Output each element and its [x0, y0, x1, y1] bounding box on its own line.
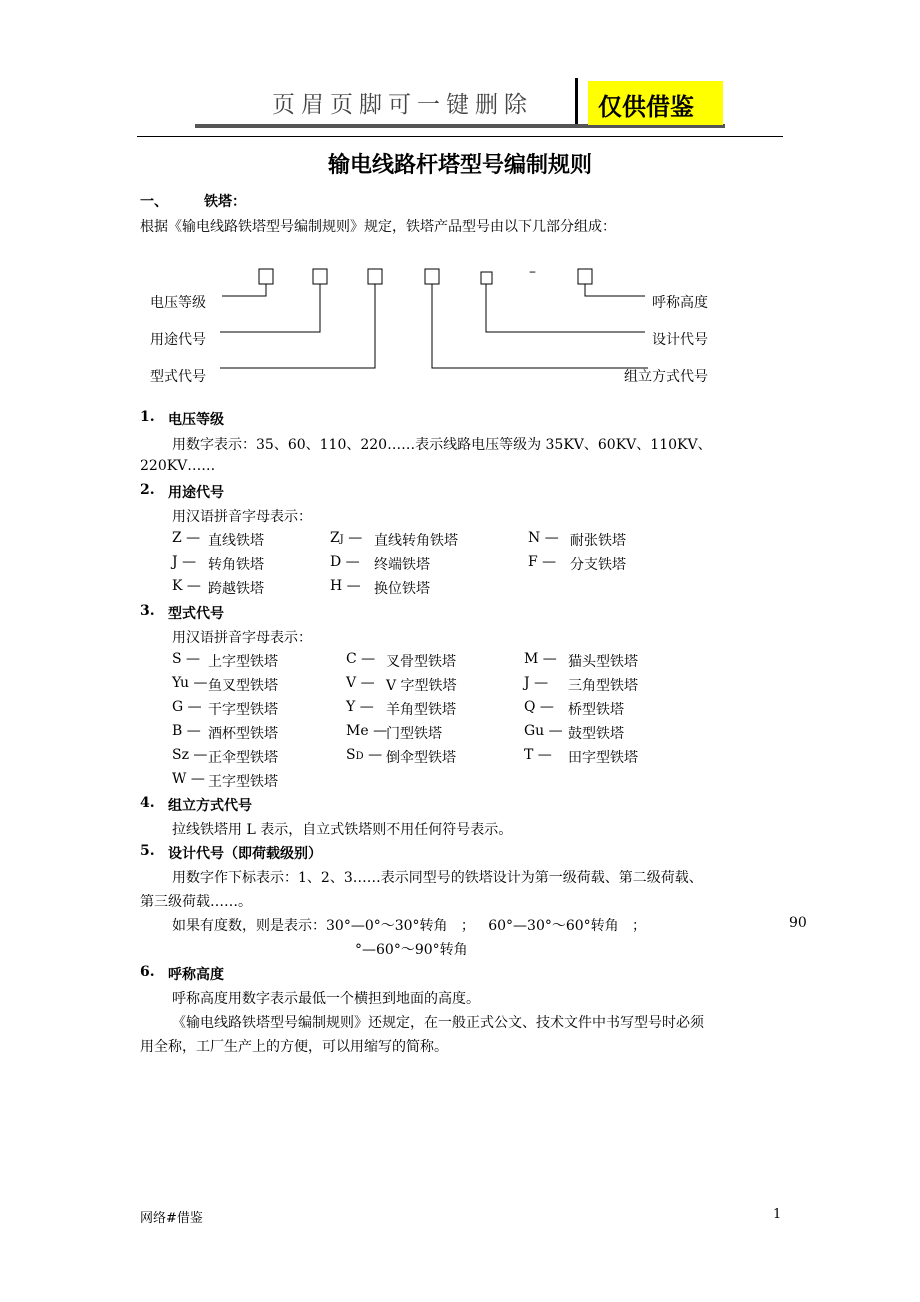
code-dash: —	[356, 651, 376, 667]
code-dash: —	[183, 699, 202, 715]
code-description: 倒伞型铁塔	[386, 750, 456, 766]
code-letter	[524, 723, 563, 739]
s5-number: 5.	[140, 843, 155, 859]
code-letter	[346, 747, 382, 763]
leader-height	[585, 284, 645, 296]
s6-line1: 呼称高度用数字表示最低一个横担到地面的高度。	[172, 991, 480, 1007]
code-letter	[330, 554, 360, 570]
page-number: 1	[773, 1207, 782, 1222]
s1-line2: 220KV……	[140, 458, 216, 474]
code-description: 酒杯型铁塔	[208, 726, 278, 742]
code-letter	[172, 530, 200, 546]
code-letter	[172, 699, 202, 715]
code-subscript: D	[355, 751, 364, 762]
intro-text: 根据《输电线路铁塔型号编制规则》规定，铁塔产品型号由以下几部分组成：	[140, 219, 616, 235]
s4-text: 拉线铁塔用 L 表示，自立式铁塔则不用任何符号表示。	[172, 822, 513, 838]
code-dash: —	[538, 651, 557, 667]
code-main: Sz	[172, 747, 189, 763]
code-letter	[330, 530, 362, 546]
label-voltage: 电压等级	[150, 295, 206, 311]
code-description: 换位铁塔	[374, 581, 430, 597]
code-description: 羊角型铁塔	[386, 702, 456, 718]
code-letter	[524, 651, 557, 667]
header-badge-label: 仅供借鉴	[598, 93, 694, 121]
code-dash: —	[540, 530, 559, 546]
code-main: J	[172, 554, 178, 570]
code-dash: —	[356, 675, 375, 691]
code-main: N	[528, 530, 541, 546]
code-dash: —	[181, 651, 201, 667]
s5-line3-tail: 90	[789, 915, 807, 931]
s3-number: 3.	[140, 603, 155, 619]
code-main: Q	[524, 699, 536, 715]
code-description: 王字型铁塔	[208, 774, 278, 790]
code-description: 转角铁塔	[208, 557, 264, 573]
code-box-voltage	[259, 269, 273, 284]
code-description: 跨越铁塔	[208, 581, 264, 597]
code-letter	[528, 530, 559, 546]
code-description: 正伞型铁塔	[208, 750, 278, 766]
code-main: M	[524, 651, 539, 667]
code-letter	[172, 578, 201, 594]
code-main: C	[346, 651, 357, 667]
code-dash: —	[533, 747, 552, 763]
code-dash: —	[342, 578, 361, 594]
s6-line2: 《输电线路铁塔型号编制规则》还规定，在一般正式公文、技术文件中书写型号时必须	[172, 1015, 704, 1031]
code-main: J	[524, 675, 530, 691]
page-title: 输电线路杆塔型号编制规则	[327, 153, 592, 178]
label-assembly: 组立方式代号	[624, 369, 708, 385]
code-letter	[172, 747, 207, 763]
code-main: Gu	[524, 723, 545, 739]
code-dash: —	[186, 771, 205, 787]
code-description: 上字型铁塔	[208, 654, 278, 670]
code-description: 鼓型铁塔	[568, 726, 624, 742]
code-main: S	[172, 651, 182, 667]
code-subscript: J	[339, 534, 344, 545]
code-dash: —	[343, 530, 363, 546]
code-main: V	[346, 675, 357, 691]
s6-line3: 用全称，工厂生产上的方便，可以用缩写的简称。	[140, 1039, 448, 1055]
leader-usage	[220, 284, 320, 332]
code-letter	[346, 699, 374, 715]
code-description: 耐张铁塔	[570, 533, 626, 549]
code-description: 三角型铁塔	[568, 678, 638, 694]
code-dash: —	[544, 723, 563, 739]
code-letter	[528, 554, 556, 570]
section-label: 铁塔：	[204, 194, 246, 210]
section-number: 一、	[140, 194, 168, 210]
s4-number: 4.	[140, 795, 155, 811]
code-letter	[330, 578, 361, 594]
code-letter	[172, 723, 201, 739]
code-description: 猫头型铁塔	[568, 654, 638, 670]
s5-line4: °—60°～90°转角	[355, 942, 468, 958]
code-dash: —	[355, 699, 374, 715]
code-dash: —	[529, 675, 549, 691]
code-dash: —	[537, 554, 557, 570]
s6-title: 呼称高度	[168, 967, 224, 983]
code-main: Z	[172, 530, 182, 546]
code-dash: —	[341, 554, 360, 570]
code-description: 鱼叉型铁塔	[208, 678, 278, 694]
code-main: Y	[346, 699, 356, 715]
code-box-type	[368, 269, 382, 284]
code-dash: —	[181, 530, 201, 546]
s2-intro: 用汉语拼音字母表示：	[172, 509, 312, 525]
code-description: 直线铁塔	[208, 533, 264, 549]
s5-line2: 第三级荷载……。	[140, 894, 252, 910]
code-dash: —	[363, 747, 383, 763]
s2-number: 2.	[140, 482, 155, 498]
label-height: 呼称高度	[652, 295, 708, 311]
label-usage: 用途代号	[150, 332, 206, 348]
code-dash: —	[182, 723, 201, 739]
code-letter	[524, 747, 552, 763]
label-design: 设计代号	[652, 332, 708, 348]
code-box-assembly	[425, 269, 439, 284]
code-description: 终端铁塔	[374, 557, 430, 573]
code-description: 干字型铁塔	[208, 702, 278, 718]
code-letter	[172, 675, 208, 691]
code-main: H	[330, 578, 343, 594]
code-main: S	[346, 747, 356, 763]
code-description: 田字型铁塔	[568, 750, 638, 766]
s1-number: 1.	[140, 409, 155, 425]
leader-voltage	[222, 284, 266, 296]
code-dash: —	[368, 723, 388, 739]
code-dash: —	[189, 675, 208, 691]
code-main: B	[172, 723, 183, 739]
code-description: 分支铁塔	[570, 557, 626, 573]
code-description: 门型铁塔	[386, 726, 442, 742]
code-letter	[172, 554, 196, 570]
code-description: 叉骨型铁塔	[386, 654, 456, 670]
code-box-usage	[313, 269, 327, 284]
code-main: Yu	[172, 675, 190, 691]
code-letter	[172, 651, 200, 667]
diagram-dash: –	[529, 264, 536, 280]
code-main: D	[330, 554, 342, 570]
code-main: F	[528, 554, 538, 570]
code-main: K	[172, 578, 183, 594]
code-description: 直线转角铁塔	[374, 533, 458, 549]
code-letter	[524, 699, 554, 715]
code-letter	[172, 771, 205, 787]
leader-design	[486, 284, 645, 332]
s4-title: 组立方式代号	[168, 798, 252, 814]
header-text: 页眉页脚可一键删除	[272, 92, 533, 118]
label-type: 型式代号	[150, 369, 206, 385]
s2-title: 用途代号	[168, 485, 224, 501]
code-main: Z	[330, 530, 340, 546]
code-main: W	[172, 771, 187, 787]
code-letter	[346, 723, 387, 739]
code-dash: —	[535, 699, 554, 715]
footer-text: 网络#借鉴	[140, 1211, 203, 1226]
s5-title: 设计代号（即荷载级别）	[168, 846, 322, 862]
s1-line1: 用数字表示：35、60、110、220……表示线路电压等级为 35KV、60KV、110KV、	[172, 437, 712, 453]
code-letter	[346, 675, 375, 691]
code-letter	[524, 675, 548, 691]
code-dash: —	[188, 747, 208, 763]
s5-line3: 如果有度数，则是表示：30°—0°～30°转角 ； 60°—30°～60°转角 ；	[172, 918, 647, 934]
code-dash: —	[177, 554, 197, 570]
s1-title: 电压等级	[168, 412, 224, 428]
s5-line1: 用数字作下标表示：1、2、3……表示同型号的铁塔设计为第一级荷载、第二级荷载、	[172, 870, 703, 886]
code-box-design	[481, 272, 492, 284]
code-main: G	[172, 699, 184, 715]
leader-type	[220, 284, 375, 368]
s3-title: 型式代号	[168, 606, 224, 622]
s6-number: 6.	[140, 964, 155, 980]
code-letter	[346, 651, 375, 667]
code-box-height	[578, 269, 592, 284]
leader-assembly	[432, 284, 648, 368]
code-main: Me	[346, 723, 369, 739]
code-description: V 字型铁塔	[386, 678, 457, 694]
code-dash: —	[182, 578, 201, 594]
s3-intro: 用汉语拼音字母表示：	[172, 630, 312, 646]
code-description: 桥型铁塔	[568, 702, 624, 718]
code-main: T	[524, 747, 534, 763]
